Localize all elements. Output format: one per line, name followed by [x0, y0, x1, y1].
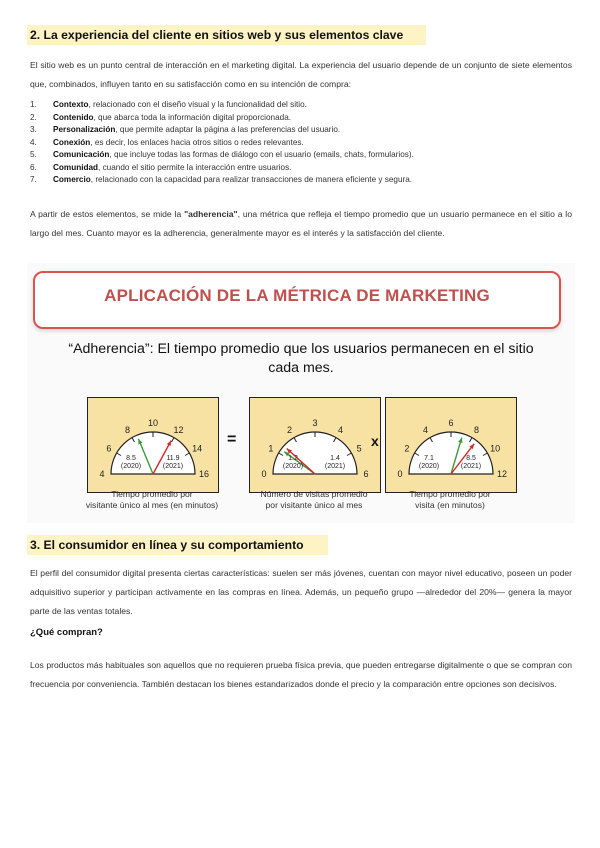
list-item: 3. Personalización, que permite adaptar la página a las preferencias del usuario. — [30, 125, 341, 134]
gauge-scale-label: 0 — [397, 469, 403, 479]
gauge-scale-label: 0 — [261, 469, 267, 479]
section-3-heading: 3. El consumidor en línea y su comportamiento — [27, 535, 328, 555]
gauge-scale-label: 6 — [363, 469, 369, 479]
gauge-scale-label: 2 — [404, 443, 410, 454]
equals-sign: = — [227, 431, 237, 448]
gauge-scale-label: 4 — [422, 424, 429, 435]
reading-2021-label: (2021) — [460, 463, 482, 470]
gauge-scale-label: 1 — [268, 443, 274, 454]
reading-2020: 7.1 — [424, 455, 434, 462]
figure-subtitle: “Adherencia”: El tiempo promedio que los usuarios permanecen en el sitio cada mes. — [68, 341, 534, 376]
gauge-caption: Tiempo promedio por visitante único al mes (en minutos) — [85, 489, 219, 510]
gauge-scale-label: 10 — [490, 443, 501, 454]
gauge-caption: Tiempo promedio por visita (en minutos) — [409, 489, 491, 510]
what-they-buy-question: ¿Qué compran? — [30, 627, 103, 638]
reading-2020: 8.5 — [126, 455, 136, 462]
gauge-scale-label: 12 — [173, 424, 184, 435]
reading-2021-label: (2021) — [324, 463, 346, 470]
reading-2021: 11.9 — [166, 455, 180, 462]
figure-banner — [33, 271, 561, 329]
marketing-metric-figure — [27, 263, 575, 523]
reading-2021: 8.5 — [466, 455, 476, 462]
gauge-scale-label: 4 — [337, 424, 344, 435]
gauge-scale-label: 4 — [99, 469, 105, 479]
gauge-scale-label: 8 — [473, 424, 480, 435]
consumer-profile-paragraph: El perfil del consumidor digital presenta ciertas características: suelen ser más jóvenes, cuentan con mayor nivel educativo, poseen un poder adquisitivo superior y participan activamente en las compras en línea. Además, un pequeño grupo —alrededor del 20%— genera la mayor parte de las ventas totales. — [30, 568, 572, 616]
gauge-scale-label: 6 — [448, 418, 454, 428]
gauge-scale-label: 8 — [124, 424, 131, 435]
multiply-sign: x — [371, 433, 379, 449]
reading-2021-label: (2021) — [162, 463, 184, 470]
gauge-scale-label: 14 — [192, 443, 203, 454]
gauge-scale-label: 12 — [496, 469, 508, 479]
list-item: 6. Comunidad, cuando el sitio permite la interacción entre usuarios. — [30, 162, 292, 172]
section-2-intro: El sitio web es un punto central de interacción en el marketing digital. La experiencia del usuario depende de un conjunto de siete elementos que, combinados, influyen tanto en su satisfacción como en su intención de compra: — [30, 60, 572, 89]
gauge-scale-label: 3 — [312, 418, 318, 428]
gauge-scale-label: 5 — [356, 443, 362, 454]
gauge-dial — [250, 398, 380, 492]
reading-2020-label: (2020) — [120, 463, 142, 470]
list-item: 5. Comunicación, que incluye todas las formas de diálogo con el usuario (emails, chats, formularios). — [30, 150, 414, 159]
gauge-dial — [386, 398, 516, 492]
gauge-scale-label: 16 — [198, 469, 210, 479]
reading-2021: 1.4 — [330, 455, 340, 462]
list-item: 4. Conexión, es decir, los enlaces hacia otros sitios o redes relevantes. — [30, 137, 304, 147]
gauge-dial — [88, 398, 218, 492]
reading-2020-label: (2020) — [418, 463, 440, 470]
gauge-scale-label: 10 — [147, 418, 159, 428]
adherence-term: "adherencia" — [184, 209, 238, 219]
reading-2020: 1.2 — [288, 455, 298, 462]
gauge-scale-label: 2 — [286, 424, 293, 435]
section-2-heading: 2. La experiencia del cliente en sitios web y sus elementos clave — [27, 25, 426, 45]
gauge-scale-label: 6 — [106, 443, 112, 454]
reading-2020-label: (2020) — [282, 463, 304, 470]
list-item: 7. Comercio, relacionado con la capacidad para realizar transacciones de manera eficiente y segura. — [30, 175, 413, 184]
products-paragraph: Los productos más habituales son aquellos que no requieren prueba física previa, que pueden entregarse digitalmente o que se compran con frecuencia por conveniencia. También destacan los bienes estandarizados donde el precio y la comparación entre opciones son decisivos. — [30, 660, 572, 689]
list-item: 2. Contenido, que abarca toda la información digital proporcionada. — [30, 112, 292, 122]
gauge-time-per-visitor — [87, 397, 219, 493]
adherence-paragraph: A partir de estos elementos, se mide la "adherencia", una métrica que refleja el tiempo promedio que un usuario permanece en el sitio a lo largo del mes. Cuanto mayor es la adherencia, generalmente mayor es el interés y la satisfacción del cliente. — [30, 209, 573, 238]
gauge-time-per-visit — [385, 397, 517, 493]
banner-title: APLICACIÓN DE LA MÉTRICA DE MARKETING — [104, 286, 490, 305]
elements-list — [30, 99, 570, 187]
gauge-caption: Número de visitas promedio por visitante único al mes — [260, 489, 368, 510]
list-item: 1. Contexto, relacionado con el diseño visual y la funcionalidad del sitio. — [30, 100, 307, 109]
gauge-visits-per-visitor — [249, 397, 381, 493]
